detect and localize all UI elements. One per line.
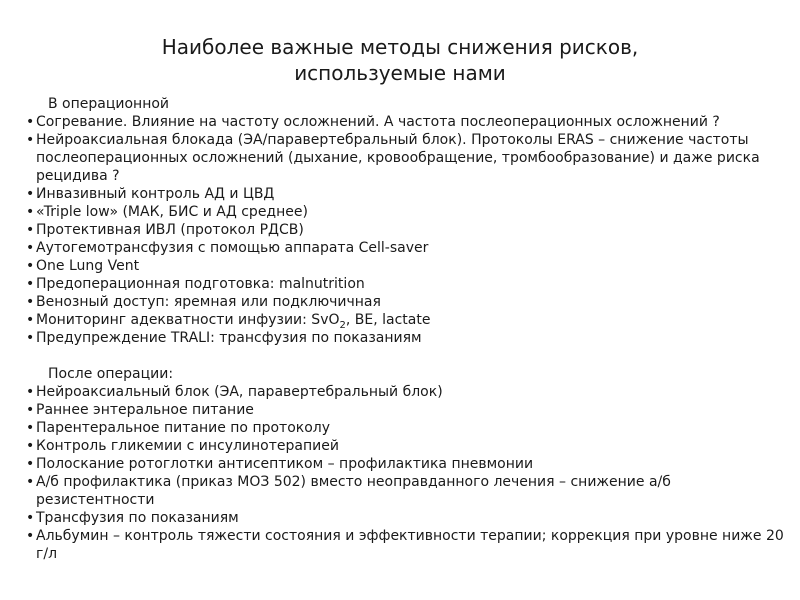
postop-item-oropharynx: • Полоскание ротоглотки антисептиком – профилактика пневмонии [24, 455, 784, 473]
slide-title [0, 34, 800, 86]
intraop-item-invasive-monitoring: • Инвазивный контроль АД и ЦВД [24, 185, 784, 203]
postop-item-early-enteral: • Раннее энтеральное питание [24, 401, 784, 419]
intraop-item-cell-saver: • Аутогемотрансфузия с помощью аппарата Cell-saver [24, 239, 784, 257]
intraop-item-infusion-monitoring [24, 311, 784, 329]
intraop-list [24, 113, 784, 347]
postop-item-transfusion: • Трансфузия по показаниям [24, 509, 784, 527]
intraop-item-neuraxial-block: • Нейроаксиальная блокада (ЭА/паравертебральный блок). Протоколы ERAS – снижение частоты послеоперационных осложнений (дыхание, кровообращение, тромбообразование) и даже риска рецидива ? [24, 131, 784, 185]
slide-title-line-1: Наиболее важные методы снижения рисков, [161, 35, 639, 59]
intraop-item-warming: • Согревание. Влияние на частоту осложнений. А частота послеоперационных осложнений ? [24, 113, 784, 131]
postop-heading: После операции: [48, 366, 174, 382]
intraop-heading: В операционной [48, 96, 170, 112]
intraop-item-preop-preparation: • Предоперационная подготовка: malnutrition [24, 275, 784, 293]
intraop-item-venous-access: • Венозный доступ: яремная или подключичная [24, 293, 784, 311]
postop-item-albumin: • Альбумин – контроль тяжести состояния и эффективности терапии; коррекция при уровне ниже 20 г/л [24, 527, 784, 563]
postop-item-parenteral: • Парентеральное питание по протоколу [24, 419, 784, 437]
intraop-item-triple-low: • «Triple low» (МАК, БИС и АД среднее) [24, 203, 784, 221]
intraop-item-one-lung-vent: • One Lung Vent [24, 257, 784, 275]
postop-item-antibiotics: • А/б профилактика (приказ МОЗ 502) вместо неоправданного лечения – снижение а/б резистентности [24, 473, 784, 509]
postop-list [24, 383, 784, 563]
intraop-item-trali: • Предупреждение TRALI: трансфузия по показаниям [24, 329, 784, 347]
postop-item-neuraxial-block: • Нейроаксиальный блок (ЭА, паравертебральный блок) [24, 383, 784, 401]
slide-content [24, 95, 784, 563]
intraop-item-protective-ventilation: • Протективная ИВЛ (протокол РДСВ) [24, 221, 784, 239]
svo2-subscript: 2 [339, 319, 346, 331]
postop-item-glycemia: • Контроль гликемии с инсулинотерапией [24, 437, 784, 455]
section-spacer [24, 347, 784, 365]
infusion-monitoring-prefix: Мониторинг адекватности инфузии: SvO [36, 312, 340, 328]
slide-title-line-2: используемые нами [294, 61, 506, 85]
infusion-monitoring-suffix: , BE, lactate [345, 312, 431, 328]
